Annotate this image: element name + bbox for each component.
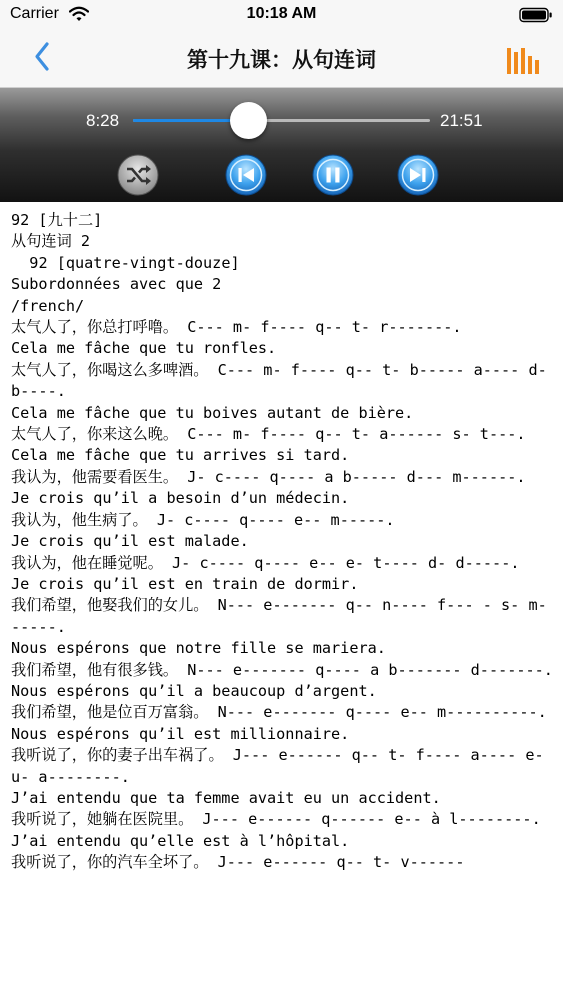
lesson-line: 太气人了，你总打呼噜。 C--- m- f---- q-- t- r-------. <box>11 318 462 337</box>
lesson-line: 我听说了，你的汽车全坏了。 J--- e------ q-- t- v------ <box>11 853 465 872</box>
lesson-line: 我听说了，你的妻子出车祸了。 J--- e------ q-- t- f---- a---- e- u- a--------. <box>11 746 553 786</box>
battery-icon <box>519 7 553 23</box>
lesson-line: Subordonnées avec que 2 <box>11 275 222 294</box>
pause-button[interactable] <box>312 154 354 196</box>
previous-button[interactable] <box>225 154 267 196</box>
lesson-line: Nous espérons qu’il a beaucoup d’argent. <box>11 681 377 700</box>
previous-icon <box>225 154 267 196</box>
next-icon <box>397 154 439 196</box>
bars-icon <box>505 61 541 80</box>
current-time: 8:28 <box>86 111 120 130</box>
shuffle-button[interactable] <box>117 154 159 196</box>
chevron-left-icon <box>28 61 68 80</box>
lesson-line: J’ai entendu qu’elle est à l’hôpital. <box>11 831 350 850</box>
shuffle-icon <box>117 154 159 196</box>
status-bar <box>0 0 563 30</box>
lesson-line: Cela me fâche que tu ronfles. <box>11 339 277 358</box>
lesson-line: J’ai entendu que ta femme avait eu un accident. <box>11 788 441 807</box>
lesson-line: 我们希望，他是位百万富翁。 N--- e------- q---- e-- m----------. <box>11 703 547 722</box>
lesson-line: Cela me fâche que tu arrives si tard. <box>11 446 350 465</box>
lesson-text <box>0 202 563 1000</box>
lesson-line: 我认为，他生病了。 J- c---- q---- e-- m-----. <box>11 510 395 529</box>
lesson-list-button[interactable] <box>505 44 541 76</box>
status-time: 10:18 AM <box>246 5 317 22</box>
lesson-line: 我认为，他在睡觉呢。 J- c---- q---- e-- e- t---- d- d-----. <box>11 553 520 572</box>
lesson-line: 92 [九十二] <box>11 211 103 229</box>
lesson-line: Nous espérons que notre fille se mariera. <box>11 639 386 658</box>
lesson-line: Cela me fâche que tu boives autant de bière. <box>11 403 414 422</box>
navigation-bar <box>0 30 563 88</box>
lesson-line: Je crois qu’il est malade. <box>11 532 249 551</box>
lesson-line: 我认为，他需要看医生。 J- c---- q---- a b----- d--- m------. <box>11 467 526 486</box>
lesson-line: Je crois qu’il a besoin d’un médecin. <box>11 489 350 508</box>
total-time: 21:51 <box>440 111 483 130</box>
lesson-line: 我们希望，他有很多钱。 N--- e------- q---- a b------- d-------. <box>11 660 553 679</box>
lesson-line: 我听说了，她躺在医院里。 J--- e------ q------ e-- à l--------. <box>11 810 541 829</box>
pause-icon <box>312 154 354 196</box>
progress-thumb[interactable] <box>230 102 267 139</box>
lesson-line: 92 [quatre-vingt-douze] <box>11 253 240 272</box>
back-button[interactable] <box>28 40 68 76</box>
lesson-line: 我们希望，他娶我们的女儿。 N--- e------- q-- n---- f--- - s- m------. <box>11 596 547 636</box>
lesson-line: Nous espérons qu’il est millionnaire. <box>11 724 350 743</box>
lesson-line: /french/ <box>11 296 85 315</box>
page-title: 第十九课：从句连词 <box>187 48 376 72</box>
audio-player <box>0 88 563 202</box>
next-button[interactable] <box>397 154 439 196</box>
lesson-line: Je crois qu’il est en train de dormir. <box>11 574 359 593</box>
lesson-line: 太气人了，你来这么晚。 C--- m- f---- q-- t- a------ s- t---. <box>11 425 526 444</box>
lesson-line: 太气人了，你喝这么多啤酒。 C--- m- f---- q-- t- b----- a---- d- b----. <box>11 360 556 401</box>
progress-slider[interactable] <box>133 102 430 138</box>
carrier-label: Carrier <box>10 5 59 22</box>
lesson-line: 从句连词 2 <box>11 232 91 251</box>
